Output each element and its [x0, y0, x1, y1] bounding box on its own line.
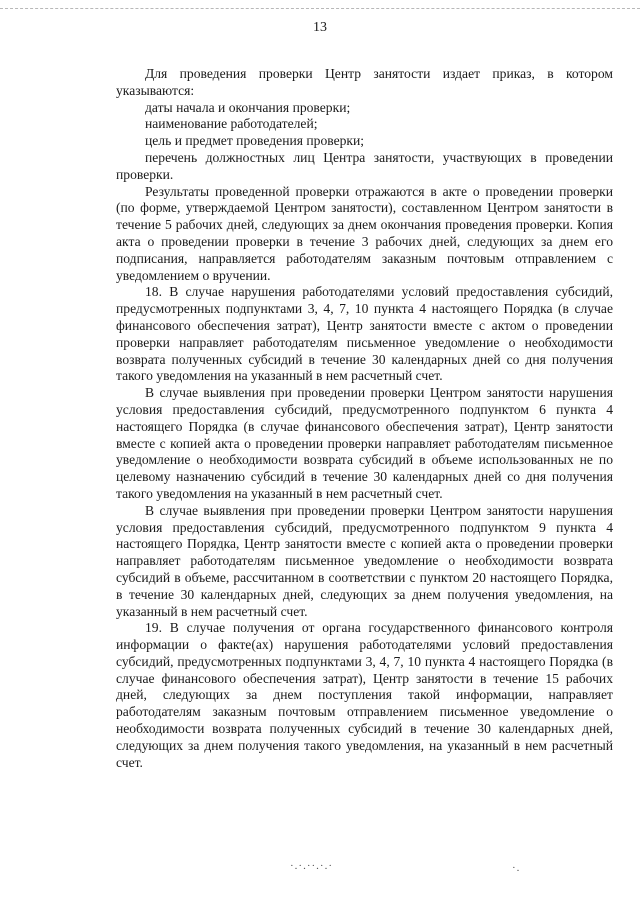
scan-speck: ·.·.··.·.· [290, 860, 333, 872]
paragraph-violation-subitem-6: В случае выявления при проведении проверки Центром занятости нарушения условия предоставления субсидий, предусмотренного подпунктом 6 пункта 4 настоящего Порядка (в случае финансового обеспечения затрат), Центр занятости вместе с копией акта о проведении проверки направляет работодателям письменное уведомление о необходимости возврата субсидий в объеме использованных не по целевому назначению субсидий в течение 30 календарных дней со дня получения такого уведомления на указанный в нем расчетный счет. [116, 385, 613, 501]
list-item-dates: даты начала и окончания проверки; [145, 99, 351, 115]
paragraph-violation-subitem-9: В случае выявления при проведении проверки Центром занятости нарушения условия предоставления субсидий, предусмотренного подпунктом 9 пункта 4 настоящего Порядка, Центр занятости вместе с копией акта о проведении проверки направляет работодателям письменное уведомление о необходимости возврата субсидий в объеме, рассчитанном в соответствии с пунктом 20 настоящего Порядка, в течение 30 календарных дней, следующих за днем получения уведомления, на указанный в нем расчетный счет. [116, 502, 613, 619]
list-item-employers: наименование работодателей; [145, 116, 318, 132]
scan-noise [290, 860, 520, 872]
paragraph-item-19: 19. В случае получения от органа государственного финансового контроля информации о факте(ах) нарушения работодателями условий предоставления субсидий, предусмотренных подпунктами 3, 4, 7, 10 пункта 4 настоящего Порядка (в случае финансового обеспечения затрат), Центр занятости в течение 15 рабочих дней, следующих за днем поступления такой информации, направляет работодателям заказным почтовым отправлением письменное уведомление о необходимости возврата полученных субсидий в течение 30 календарных дней, следующих за днем получения такого уведомления, на указанный в нем расчетный счет. [116, 620, 613, 770]
list-item-officials: перечень должностных лиц Центра занятости, участвующих в проведении проверки. [116, 149, 613, 182]
scan-top-rule [0, 8, 640, 9]
paragraph-results: Результаты проведенной проверки отражаются в акте о проведении проверки (по форме, утверждаемой Центром занятости), составленном Центром занятости в течение 5 рабочих дней, следующих за днем окончания проведения проверки. Копия акта о проведении проверки в течение 3 рабочих дней, следующих за днем его подписания, направляется работодателям заказным почтовым отправлением с уведомлением о вручении. [116, 183, 613, 283]
paragraph-item-18: 18. В случае нарушения работодателями условий предоставления субсидий, предусмотренных подпунктами 3, 4, 7, 10 пункта 4 настоящего Порядка (в случае финансового обеспечения затрат), Центр занятости вместе с актом о проведении проверки направляет работодателям письменное уведомление о необходимости возврата полученных субсидий в течение 30 календарных дней со дня получения такого уведомления на указанный в нем расчетный счет. [116, 284, 613, 384]
page-number: 13 [313, 20, 327, 35]
list-item-purpose: цель и предмет проведения проверки; [145, 133, 365, 149]
document-body [116, 66, 613, 771]
scan-speck: ·. [512, 862, 521, 874]
paragraph-order-intro: Для проведения проверки Центр занятости издает приказ, в котором указываются: [116, 66, 613, 98]
